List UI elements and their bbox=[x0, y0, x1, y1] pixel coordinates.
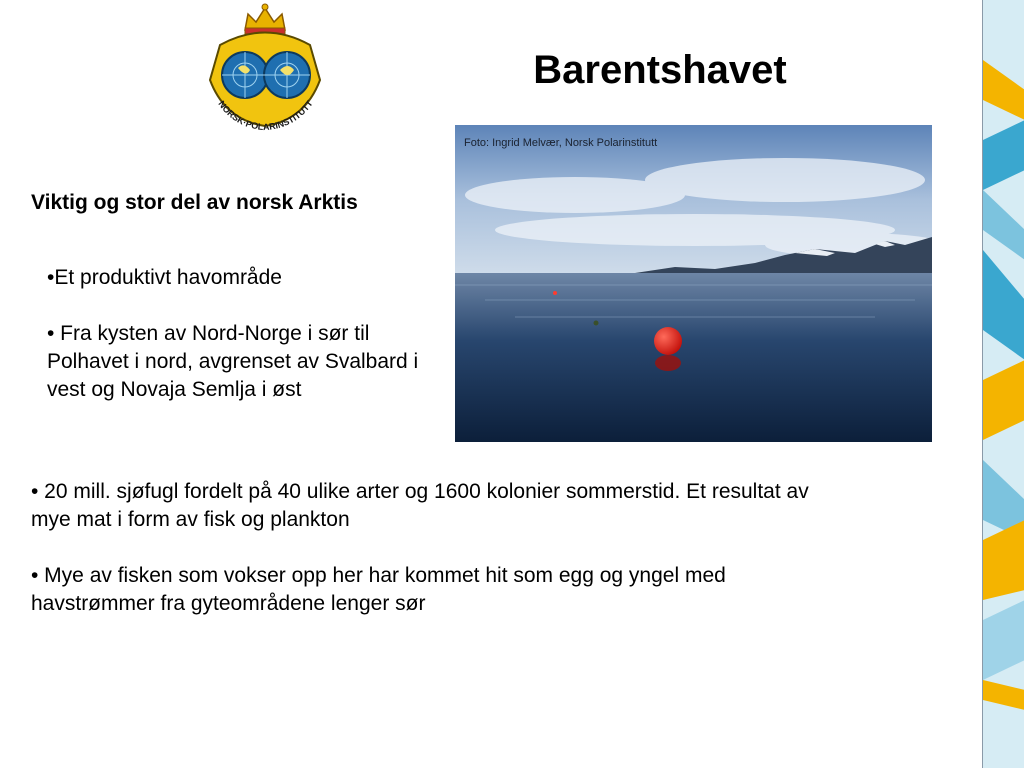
bullet-item: • Fra kysten av Nord-Norge i sør til Polhavet i nord, avgrenset av Svalbard i vest og Novaja Semlja i øst bbox=[47, 322, 419, 401]
bullet-item: •Et produktivt havområde bbox=[47, 266, 282, 289]
barents-sea-photo bbox=[455, 125, 932, 442]
crown-icon bbox=[245, 4, 285, 34]
logo-text: NORSK·POLARINSTITUTT bbox=[216, 98, 315, 132]
bullet-list-bottom bbox=[31, 478, 851, 646]
photo-credit: Foto: Ingrid Melvær, Norsk Polarinstitutt bbox=[464, 137, 658, 149]
bullet-list-top bbox=[47, 264, 447, 432]
slide-subtitle: Viktig og stor del av norsk Arktis bbox=[31, 191, 358, 214]
slide-title: Barentshavet bbox=[533, 48, 787, 92]
bullet-item: • 20 mill. sjøfugl fordelt på 40 ulike arter og 1600 kolonier sommerstid. Et resultat av mye mat i form av fisk og plankton bbox=[31, 480, 809, 531]
decorative-side-strip bbox=[982, 0, 1024, 768]
bullet-item: • Mye av fisken som vokser opp her har kommet hit som egg og yngel med havstrømmer fra gyteområdene lenger sør bbox=[31, 564, 726, 615]
norsk-polarinstitutt-logo bbox=[190, 0, 340, 132]
